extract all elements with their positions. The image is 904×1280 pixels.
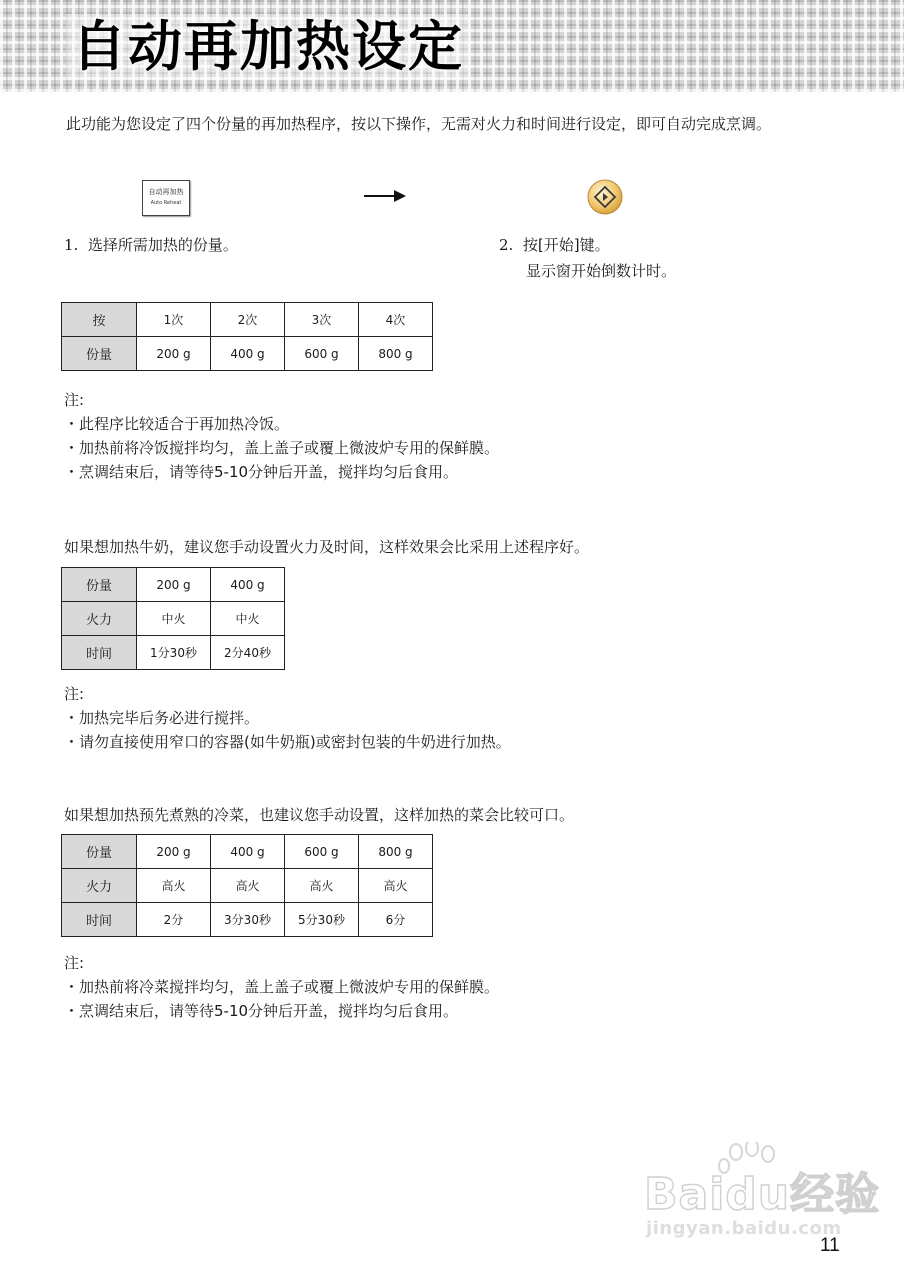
table-cell: 800 g xyxy=(359,337,433,371)
milk-note-item: ・加热完毕后务必进行搅拌。 xyxy=(64,709,260,727)
table-cell: 高火 xyxy=(359,869,433,903)
table-cell: 2次 xyxy=(211,303,285,337)
table-row-header: 火力 xyxy=(62,869,137,903)
table-cell: 200 g xyxy=(137,568,211,602)
table-row-header: 按 xyxy=(62,303,137,337)
table-row xyxy=(62,303,433,337)
table-cell: 200 g xyxy=(137,835,211,869)
dish-note-item: ・加热前将冷菜搅拌均匀，盖上盖子或覆上微波炉专用的保鲜膜。 xyxy=(64,978,500,996)
table-cell: 1次 xyxy=(137,303,211,337)
milk-note-item: ・请勿直接使用窄口的容器(如牛奶瓶)或密封包装的牛奶进行加热。 xyxy=(64,733,511,751)
table-cell: 400 g xyxy=(211,835,285,869)
dish-notes-title: 注: xyxy=(64,954,85,972)
table-cell: 600 g xyxy=(285,835,359,869)
table-cell: 5分30秒 xyxy=(285,903,359,937)
table-cell: 3次 xyxy=(285,303,359,337)
step-2-subtext: 显示窗开始倒数计时。 xyxy=(526,262,677,280)
milk-notes-title: 注: xyxy=(64,685,85,703)
table-cell: 2分 xyxy=(137,903,211,937)
dish-table xyxy=(61,834,433,937)
auto-reheat-button-illustration xyxy=(142,180,190,216)
table-row xyxy=(62,869,433,903)
table-row-header: 份量 xyxy=(62,835,137,869)
step-1-text: 选择所需加热的份量。 xyxy=(87,236,238,254)
table-cell: 6分 xyxy=(359,903,433,937)
table-row-header: 时间 xyxy=(62,636,137,670)
notes-1-item: ・此程序比较适合于再加热冷饭。 xyxy=(64,415,290,433)
dish-note-item: ・烹调结束后，请等待5-10分钟后开盖，搅拌均匀后食用。 xyxy=(64,1002,459,1020)
table-cell: 800 g xyxy=(359,835,433,869)
step-2 xyxy=(499,233,610,257)
table-cell: 2分40秒 xyxy=(211,636,285,670)
table-cell: 中火 xyxy=(137,602,211,636)
table-row xyxy=(62,903,433,937)
intro-paragraph: 此功能为您设定了四个份量的再加热程序，按以下操作，无需对火力和时间进行设定，即可自动完成烹调。 xyxy=(66,115,772,133)
auto-reheat-table xyxy=(61,302,433,371)
table-cell: 400 g xyxy=(211,568,285,602)
table-cell: 400 g xyxy=(211,337,285,371)
table-cell: 高火 xyxy=(285,869,359,903)
table-cell: 高火 xyxy=(211,869,285,903)
step-2-text: 按[开始]键。 xyxy=(522,236,610,254)
table-row xyxy=(62,636,285,670)
table-cell: 200 g xyxy=(137,337,211,371)
page-title: 自动再加热设定 xyxy=(66,14,470,80)
step-2-number: 2. xyxy=(499,236,514,254)
page-number: 11 xyxy=(820,1235,840,1256)
table-cell: 4次 xyxy=(359,303,433,337)
notes-1-title: 注: xyxy=(64,391,85,409)
table-row xyxy=(62,337,433,371)
table-row-header: 份量 xyxy=(62,568,137,602)
watermark-logo: Baidu经验 xyxy=(644,1169,881,1220)
auto-reheat-label-en: Auto Reheat xyxy=(150,200,182,206)
table-cell: 高火 xyxy=(137,869,211,903)
table-row xyxy=(62,602,285,636)
header-banner xyxy=(0,0,904,92)
watermark-url: jingyan.baidu.com xyxy=(646,1218,842,1239)
table-row xyxy=(62,835,433,869)
table-cell: 3分30秒 xyxy=(211,903,285,937)
table-cell: 中火 xyxy=(211,602,285,636)
milk-table xyxy=(61,567,285,670)
notes-1-item: ・烹调结束后，请等待5-10分钟后开盖，搅拌均匀后食用。 xyxy=(64,463,459,481)
step-1-number: 1. xyxy=(64,236,79,254)
table-row-header: 份量 xyxy=(62,337,137,371)
table-row-header: 火力 xyxy=(62,602,137,636)
arrow-right-icon xyxy=(362,186,406,206)
step-1 xyxy=(64,233,238,257)
dish-intro: 如果想加热预先煮熟的冷菜，也建议您手动设置，这样加热的菜会比较可口。 xyxy=(64,806,575,824)
table-cell: 600 g xyxy=(285,337,359,371)
table-cell: 1分30秒 xyxy=(137,636,211,670)
notes-1-item: ・加热前将冷饭搅拌均匀，盖上盖子或覆上微波炉专用的保鲜膜。 xyxy=(64,439,500,457)
start-button-icon xyxy=(586,178,624,216)
milk-intro: 如果想加热牛奶，建议您手动设置火力及时间，这样效果会比采用上述程序好。 xyxy=(64,538,590,556)
table-row-header: 时间 xyxy=(62,903,137,937)
auto-reheat-label-cn: 自动再加热 xyxy=(148,188,184,196)
table-row xyxy=(62,568,285,602)
